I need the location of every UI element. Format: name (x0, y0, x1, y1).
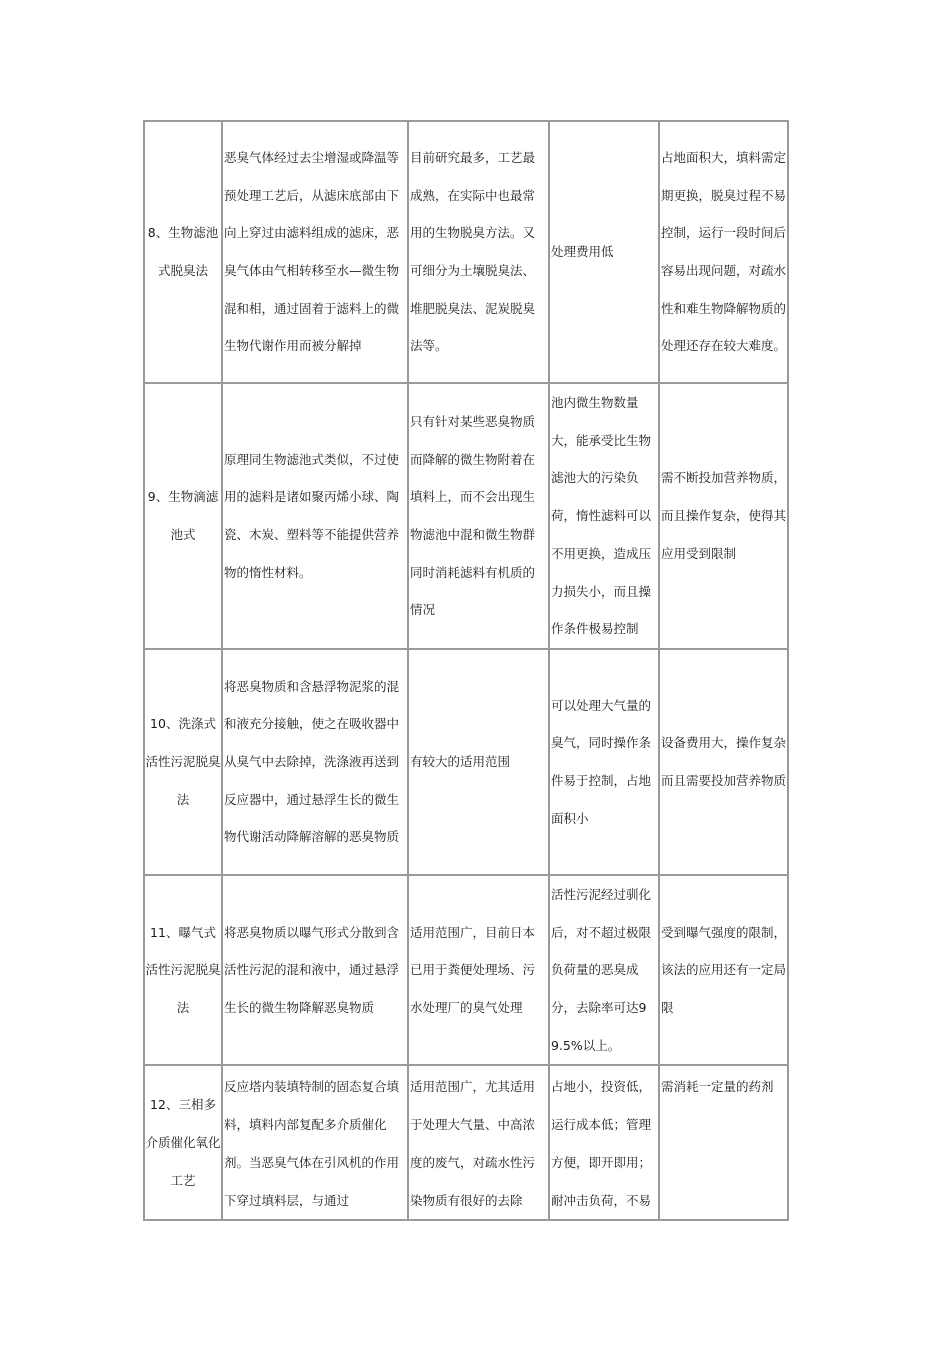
disadvantages-cell (659, 121, 788, 383)
disadvantages-cell (659, 875, 788, 1066)
application-cell (408, 875, 549, 1066)
principle-cell (222, 649, 408, 875)
principle-cell (222, 121, 408, 383)
table-row (144, 875, 788, 1066)
principle-text: 将恶臭物质和含悬浮物泥浆的混和液充分接触，使之在吸收器中从臭气中去除掉，洗涤液再送到反应器中，通过悬浮生长的微生物代谢活动降解溶解的恶臭物质 (224, 678, 400, 845)
application-text: 只有针对某些恶臭物质而降解的微生物附着在填料上，而不会出现生物滤池中混和微生物群同时消耗滤料有机质的情况 (410, 413, 536, 618)
method-name-cell (144, 383, 222, 649)
advantages-cell (549, 1065, 659, 1220)
advantages-text: 可以处理大气量的臭气，同时操作条件易于控制，占地面积小 (551, 697, 652, 826)
disadvantages-cell (659, 1065, 788, 1220)
table-row (144, 121, 788, 383)
method-name-cell (144, 1065, 222, 1220)
disadvantages-cell (659, 649, 788, 875)
method-name: 10、洗涤式活性污泥脱臭法 (145, 716, 221, 807)
advantages-cell (549, 121, 659, 383)
advantages-text: 占地小，投资低，运行成本低；管理方便，即开即用；耐冲击负荷，不易 (551, 1079, 652, 1208)
method-name-cell (144, 875, 222, 1066)
advantages-text: 活性污泥经过驯化后，对不超过极限负荷量的恶臭成分，去除率可达99.5%以上。 (551, 886, 652, 1053)
disadvantages-text: 需消耗一定量的药剂 (661, 1079, 774, 1095)
table-row (144, 1065, 788, 1220)
application-text: 适用范围广，目前日本已用于粪便处理场、污水处理厂的臭气处理 (410, 924, 536, 1016)
principle-text: 将恶臭物质以曝气形式分散到含活性污泥的混和液中，通过悬浮生长的微生物降解恶臭物质 (224, 924, 400, 1016)
table-row (144, 383, 788, 649)
advantages-cell (549, 649, 659, 875)
application-cell (408, 649, 549, 875)
application-cell (408, 383, 549, 649)
principle-cell (222, 875, 408, 1066)
method-name-cell (144, 649, 222, 875)
method-name-cell (144, 121, 222, 383)
principle-cell (222, 383, 408, 649)
application-cell (408, 1065, 549, 1220)
advantages-text: 池内微生物数量大，能承受比生物滤池大的污染负荷，惰性滤料可以不用更换，造成压力损失小，而且操作条件极易控制 (551, 395, 652, 637)
application-cell (408, 121, 549, 383)
application-text: 目前研究最多，工艺最成熟，在实际中也最常用的生物脱臭方法。又可细分为土壤脱臭法、堆肥脱臭法、泥炭脱臭法等。 (410, 149, 536, 354)
disadvantages-text: 设备费用大，操作复杂而且需要投加营养物质 (661, 735, 787, 788)
advantages-cell (549, 383, 659, 649)
disadvantages-text: 需不断投加营养物质，而且操作复杂，使得其应用受到限制 (661, 470, 787, 561)
advantages-text: 处理费用低 (551, 244, 614, 260)
disadvantages-cell (659, 383, 788, 649)
disadvantages-text: 占地面积大，填料需定期更换，脱臭过程不易控制，运行一段时间后容易出现问题，对疏水性和难生物降解物质的处理还存在较大难度。 (661, 149, 787, 354)
table-row (144, 649, 788, 875)
method-name: 12、三相多介质催化氧化工艺 (145, 1097, 221, 1188)
principle-text: 原理同生物滤池式类似，不过使用的滤料是诸如聚丙烯小球、陶瓷、木炭、塑料等不能提供营养物的惰性材料。 (224, 451, 400, 580)
method-name: 11、曝气式活性污泥脱臭法 (145, 924, 221, 1016)
disadvantages-text: 受到曝气强度的限制，该法的应用还有一定局限 (661, 924, 787, 1016)
treatment-methods-table (143, 120, 789, 1221)
principle-text: 恶臭气体经过去尘增湿或降温等预处理工艺后，从滤床底部由下向上穿过由滤料组成的滤床，恶臭气体由气相转移至水—微生物混和相，通过固着于滤料上的微生物代谢作用而被分解掉 (224, 149, 400, 354)
advantages-cell (549, 875, 659, 1066)
application-text: 适用范围广，尤其适用于处理大气量、中高浓度的废气，对疏水性污染物质有很好的去除 (410, 1079, 536, 1208)
application-text: 有较大的适用范围 (410, 754, 511, 770)
method-name: 8、生物滤池式脱臭法 (147, 225, 219, 278)
principle-text: 反应塔内装填特制的固态复合填料，填料内部复配多介质催化剂。当恶臭气体在引风机的作用下穿过填料层，与通过 (224, 1079, 400, 1208)
method-name: 9、生物滴滤池式 (147, 489, 219, 542)
principle-cell (222, 1065, 408, 1220)
